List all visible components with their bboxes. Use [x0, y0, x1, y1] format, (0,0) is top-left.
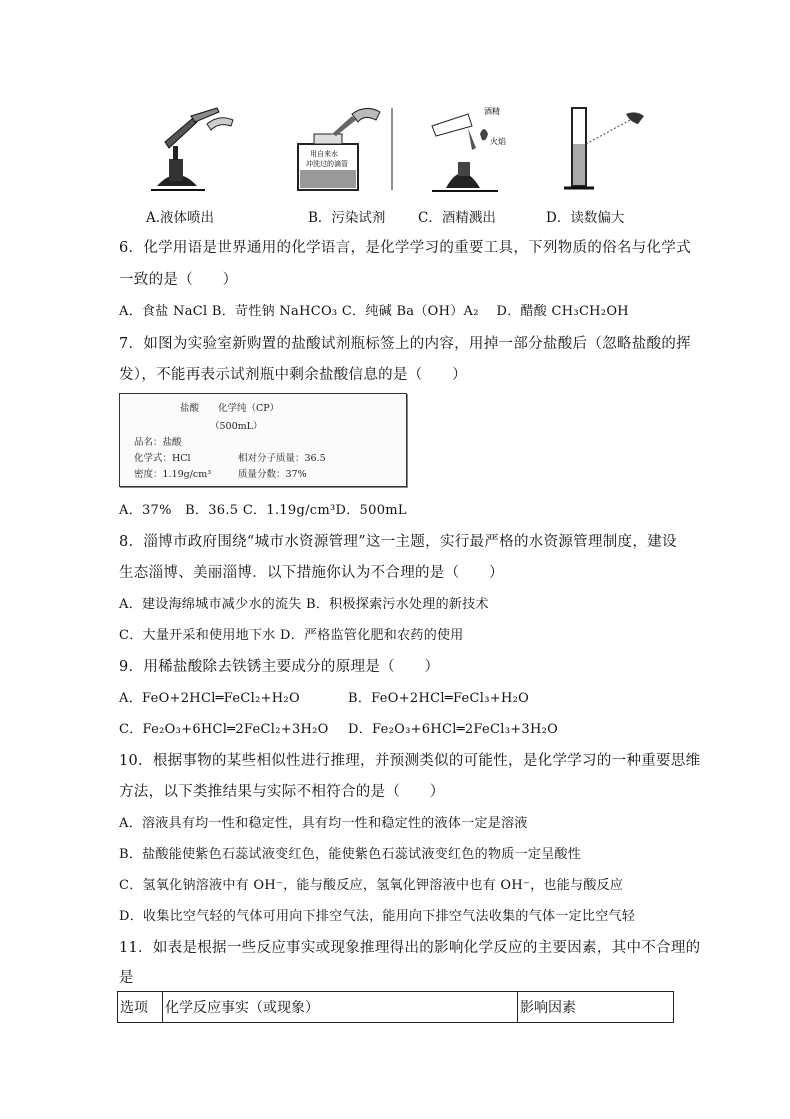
- caption-b: B．污染试剂: [308, 210, 386, 226]
- header-option: 选项: [118, 992, 163, 1023]
- q10-option-d: D．收集比空气轻的气体可用向下排空气法，能用向下排空气法收集的气体一定比空气轻: [119, 909, 636, 924]
- q6-options: A．食盐 NaCl B．苛性钠 NaHCO₃ C．纯碱 Ba（OH）A₂ D．醋酸 CH₃CH₂OH: [119, 304, 629, 319]
- figure-a-liquid-spray: [147, 104, 239, 194]
- table-header-row: [118, 992, 674, 1023]
- label-mass-fraction: 质量分数：37%: [238, 469, 307, 480]
- figure-c-alcohol-splash: [428, 104, 518, 194]
- q9-option-d: D．Fe₂O₃+6HCl═2FeCl₃+3H₂O: [348, 722, 559, 737]
- q9-option-a: A．FeO+2HCl═FeCl₂+H₂O: [119, 691, 300, 706]
- header-factor: 影响因素: [518, 992, 674, 1023]
- caption-a: A.液体喷出: [146, 210, 215, 226]
- q11-stem-line2: 是: [119, 970, 134, 986]
- header-fact: 化学反应事实（或现象）: [163, 992, 518, 1023]
- label-volume: （500mL）: [210, 421, 263, 432]
- q10-stem-line2: 方法，以下类推结果与实际不相符合的是（ ）: [119, 784, 445, 800]
- q10-option-b: B．盐酸能使紫色石蕊试液变红色，能使紫色石蕊试液变红色的物质一定呈酸性: [119, 847, 582, 862]
- q8-options-cd: C．大量开采和使用地下水 D．严格监管化肥和农药的使用: [119, 628, 464, 643]
- label-density: 密度：1.19g/cm³: [134, 469, 212, 480]
- figure-b-contaminate-reagent: [292, 104, 400, 194]
- caption-d: D．读数偏大: [546, 210, 625, 226]
- q9-option-c: C．Fe₂O₃+6HCl═2FeCl₂+3H₂O: [119, 722, 329, 737]
- label-molar-mass: 相对分子质量：36.5: [238, 453, 326, 464]
- figure-c-label-flame: 火焰: [490, 137, 506, 146]
- q7-options: A．37% B．36.5 C．1.19g/cm³D．500mL: [119, 503, 407, 518]
- q7-stem-line1: 7．如图为实验室新购置的盐酸试剂瓶标签上的内容，用掉一部分盐酸后（忽略盐酸的挥: [119, 336, 691, 352]
- q9-stem: 9．用稀盐酸除去铁锈主要成分的原理是（ ）: [119, 659, 440, 675]
- q8-options-ab: A．建设海绵城市减少水的流失 B．积极探索污水处理的新技术: [119, 597, 489, 612]
- figure-b-label-line2: 冲洗过的滴管: [306, 160, 348, 168]
- q11-stem-line1: 11．如表是根据一些反应事实或现象推理得出的影响化学反应的主要因素，其中不合理的: [119, 940, 701, 956]
- q7-stem-line2: 发），不能再表示试剂瓶中剩余盐酸信息的是（ ）: [119, 367, 467, 383]
- reagent-label: [119, 393, 407, 487]
- q10-stem-line1: 10．根据事物的某些相似性进行推理，并预测类似的可能性，是化学学习的一种重要思维: [119, 753, 701, 769]
- q10-option-a: A．溶液具有均一性和稳定性，具有均一性和稳定性的液体一定是溶液: [119, 816, 528, 831]
- figure-b-label-line1: 用自来水: [310, 150, 338, 158]
- q9-option-b: B．FeO+2HCl═FeCl₃+H₂O: [348, 691, 530, 706]
- q6-stem-line1: 6．化学用语是世界通用的化学语言，是化学学习的重要工具，下列物质的俗名与化学式: [119, 240, 691, 256]
- q11-table: [117, 991, 674, 1023]
- q6-stem-line2: 一致的是（ ）: [119, 272, 238, 288]
- q8-stem-line2: 生态淄博、美丽淄博．以下措施你认为不合理的是（ ）: [119, 565, 504, 581]
- q8-stem-line1: 8．淄博市政府围绕“城市水资源管理”这一主题，实行最严格的水资源管理制度，建设: [119, 534, 677, 550]
- caption-c: C．酒精溅出: [418, 210, 496, 226]
- label-name: 品名：盐酸: [134, 437, 182, 448]
- q10-option-c: C．氢氧化钠溶液中有 OH⁻，能与酸反应，氢氧化钾溶液中也有 OH⁻，也能与酸反应: [119, 878, 624, 893]
- figure-d-reading-high: [560, 104, 650, 194]
- figure-c-label-alcohol: 酒精: [484, 107, 500, 116]
- label-formula: 化学式：HCl: [134, 453, 191, 464]
- label-title: 盐酸 化学纯（CP）: [180, 403, 280, 414]
